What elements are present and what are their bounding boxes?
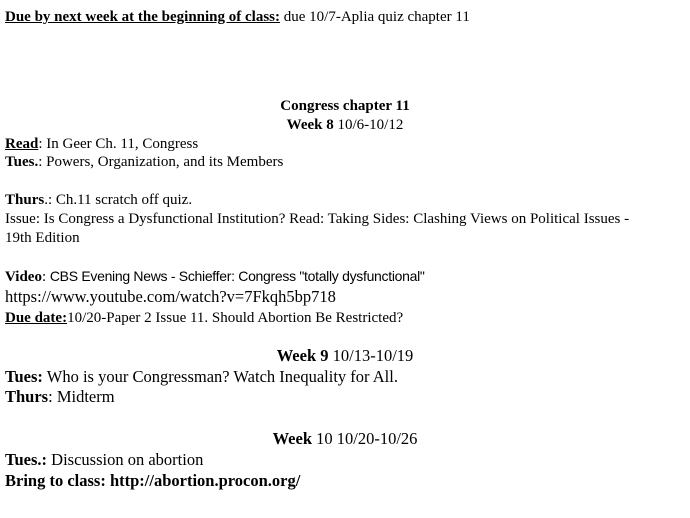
week8-thurs-text: .: Ch.11 scratch off quiz. — [44, 192, 193, 208]
week10-dates: 10 10/20-10/26 — [312, 429, 418, 448]
week8-due — [5, 309, 403, 327]
week9-tues — [5, 367, 398, 387]
week8-thurs-label: Thurs — [5, 192, 45, 208]
week8-issue-line2: 19th Edition — [5, 230, 80, 246]
video-label: Video — [5, 269, 42, 285]
week9-label: Week 9 — [276, 346, 329, 365]
due-header — [5, 8, 470, 26]
read-label: Read — [5, 136, 39, 152]
week10-tues-label: Tues.: — [5, 450, 48, 469]
week10-label: Week — [272, 429, 312, 448]
week8-tues-text: : Powers, Organization, and its Members — [38, 154, 284, 170]
read-text: : In Geer Ch. 11, Congress — [38, 136, 199, 152]
due-date-text: 10/20-Paper 2 Issue 11. Should Abortion Be Restricted? — [67, 310, 404, 326]
video-url[interactable]: https://www.youtube.com/watch?v=7Fkqh5bp718 — [5, 287, 336, 306]
week8-read — [5, 135, 198, 153]
week9-tues-text: Who is your Congressman? Watch Inequality for All. — [42, 367, 398, 386]
week10-heading — [0, 429, 690, 449]
week10-bring: Bring to class: http://abortion.procon.org/ — [5, 471, 301, 490]
due-date-label: Due date: — [5, 310, 68, 326]
week8-label: Week 8 — [286, 117, 334, 133]
video-title: CBS Evening News - Schieffer: Congress "totally dysfunctional" — [49, 268, 425, 284]
week10-tues-text: Discussion on abortion — [47, 450, 204, 469]
week8-tues — [5, 153, 283, 171]
video-sep: : — [41, 269, 50, 285]
section-title: Congress chapter 11 — [280, 98, 410, 114]
week8-video — [5, 267, 425, 286]
week8-issue-line1: Issue: Is Congress a Dysfunctional Institution? Read: Taking Sides: Clashing Views on Political Issues - — [5, 211, 630, 227]
due-header-label: Due by next week at the beginning of class: — [5, 9, 281, 25]
week9-thurs — [5, 387, 115, 407]
week8-tues-label: Tues. — [5, 154, 39, 170]
week8-dates: 10/6-10/12 — [333, 117, 404, 133]
week9-thurs-text: : Midterm — [48, 387, 115, 406]
due-header-text: due 10/7-Aplia quiz chapter 11 — [280, 9, 470, 25]
week10-tues — [5, 450, 203, 470]
week9-thurs-label: Thurs — [5, 387, 49, 406]
week8-thurs — [5, 191, 192, 209]
week9-tues-label: Tues: — [5, 367, 43, 386]
week8-heading — [0, 116, 690, 134]
week9-heading — [0, 346, 690, 366]
week9-dates: 10/13-10/19 — [328, 346, 414, 365]
